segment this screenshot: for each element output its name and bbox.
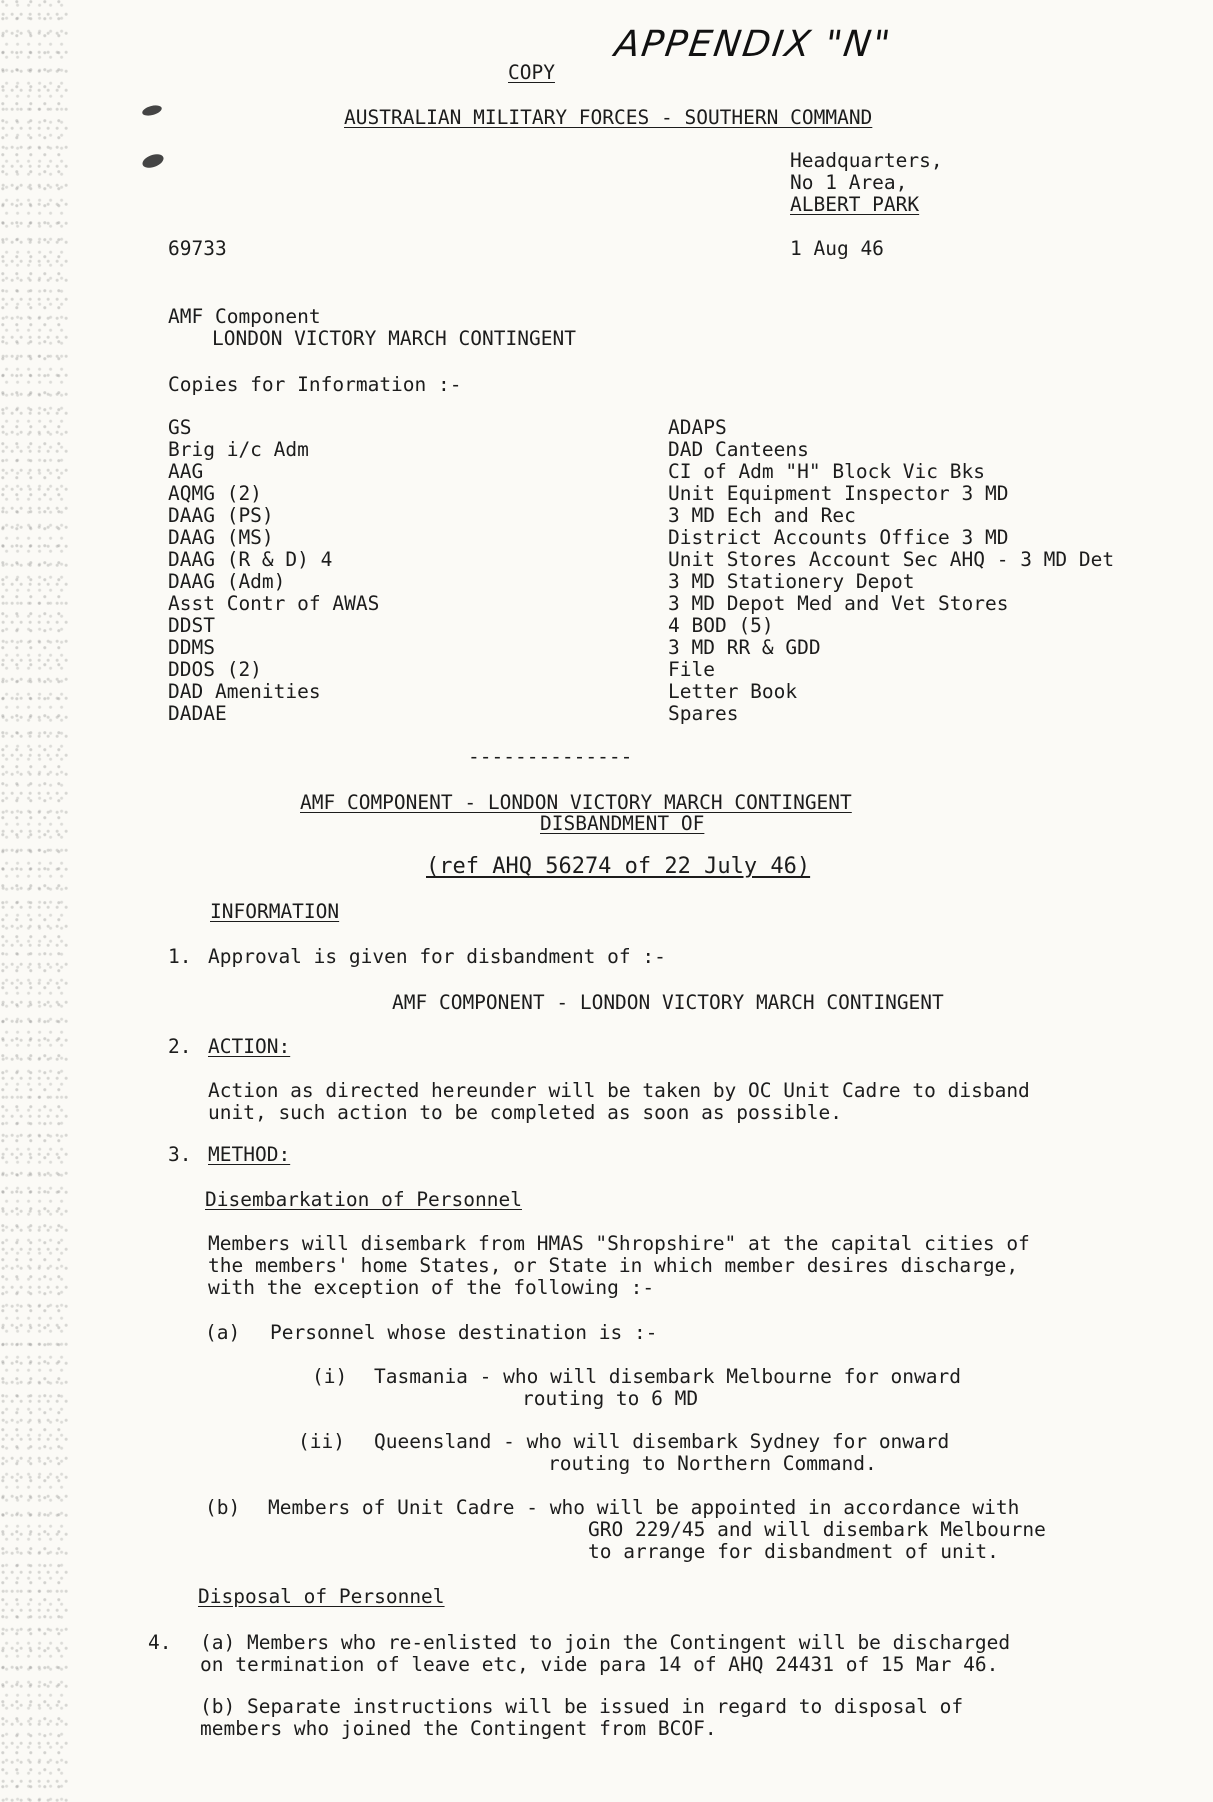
appendix-handwritten: APPENDIX "N"	[612, 24, 895, 65]
copy-recipient: 4 BOD (5)	[668, 614, 774, 637]
copy-recipient: District Accounts Office 3 MD	[668, 526, 1009, 549]
subject-line: DISBANDMENT OF	[540, 812, 705, 835]
queensland-line: routing to Northern Command.	[548, 1452, 877, 1475]
copy-recipient: DDOS (2)	[168, 658, 262, 681]
para1-unit: AMF COMPONENT - LONDON VICTORY MARCH CONTINGENT	[392, 991, 944, 1014]
copy-recipient: 3 MD Stationery Depot	[668, 570, 915, 593]
address-line: Headquarters,	[790, 149, 943, 172]
copy-recipient: 3 MD RR & GDD	[668, 636, 821, 659]
subject-reference-text: (ref AHQ 56274 of 22 July 46)	[426, 854, 811, 879]
unit-cadre-line: Members of Unit Cadre - who will be appointed in accordance with	[268, 1496, 1020, 1519]
para4-a	[200, 1632, 1010, 1676]
address-line: ALBERT PARK	[790, 193, 920, 216]
para2-line: unit, such action to be completed as soon as possible.	[208, 1101, 842, 1124]
document-date: 1 Aug 46	[790, 237, 884, 260]
scan-edge-noise	[0, 0, 70, 1802]
copy-recipient: DAD Canteens	[668, 438, 809, 461]
copy-recipient: DDMS	[168, 636, 215, 659]
para-number: 1.	[168, 945, 192, 968]
copies-list-left	[168, 417, 379, 725]
addressee-line: AMF Component	[168, 305, 321, 328]
unit-cadre-line: to arrange for disbandment of unit.	[588, 1540, 999, 1563]
para3-line: with the exception of the following :-	[208, 1276, 655, 1299]
disposal-heading: Disposal of Personnel	[198, 1585, 445, 1608]
copy-recipient: AAG	[168, 460, 204, 483]
para-number: 3.	[168, 1143, 192, 1166]
copy-recipient: CI of Adm "H" Block Vic Bks	[668, 460, 985, 483]
copies-heading: Copies for Information :-	[168, 373, 462, 396]
para4-line: members who joined the Contingent from BCOF.	[200, 1717, 717, 1740]
separator-line: --------------	[468, 745, 633, 768]
organisation-title: AUSTRALIAN MILITARY FORCES - SOUTHERN COMMAND	[344, 106, 873, 129]
unit-cadre-line: GRO 229/45 and will disembark Melbourne	[588, 1518, 1046, 1541]
copy-recipient: Spares	[668, 702, 739, 725]
tasmania-line: routing to 6 MD	[522, 1387, 699, 1410]
subpara-label: (b)	[205, 1496, 241, 1519]
queensland-line: Queensland - who will disembark Sydney for onward	[374, 1430, 950, 1453]
para4-b	[200, 1696, 963, 1740]
copy-recipient: DDST	[168, 614, 215, 637]
copy-recipient: File	[668, 658, 715, 681]
subject-reference	[426, 856, 810, 878]
copy-recipient: Asst Contr of AWAS	[168, 592, 380, 615]
para4-line: (a) Members who re-enlisted to join the Contingent will be discharged	[200, 1631, 1011, 1654]
copy-recipient: DAD Amenities	[168, 680, 321, 703]
disembarkation-heading: Disembarkation of Personnel	[205, 1188, 522, 1211]
address-block	[790, 150, 943, 216]
copy-recipient: Unit Equipment Inspector 3 MD	[668, 482, 1009, 505]
tasmania-line: Tasmania - who will disembark Melbourne for onward	[374, 1365, 961, 1388]
para2-body	[208, 1080, 1030, 1124]
copy-recipient: DADAE	[168, 702, 227, 725]
copy-recipient: Brig i/c Adm	[168, 438, 309, 461]
para-number: 4.	[148, 1631, 172, 1654]
addressee-line: LONDON VICTORY MARCH CONTINGENT	[212, 327, 576, 350]
copy-recipient: 3 MD Depot Med and Vet Stores	[668, 592, 1009, 615]
copy-recipient: Letter Book	[668, 680, 798, 703]
subpara-label: (a)	[205, 1321, 241, 1344]
copy-label: COPY	[508, 61, 555, 84]
information-heading: INFORMATION	[210, 900, 340, 923]
copy-recipient: DAAG (MS)	[168, 526, 274, 549]
address-line: No 1 Area,	[790, 171, 908, 194]
punch-hole-mark	[141, 152, 166, 171]
copy-recipient: AQMG (2)	[168, 482, 262, 505]
punch-hole-mark	[141, 104, 163, 118]
copy-recipient: Unit Stores Account Sec AHQ - 3 MD Det	[668, 548, 1115, 571]
para2-line: Action as directed hereunder will be taken by OC Unit Cadre to disband	[208, 1079, 1030, 1102]
copy-recipient: DAAG (R & D) 4	[168, 548, 333, 571]
copy-recipient: DAAG (Adm)	[168, 570, 286, 593]
para1-text: Approval is given for disbandment of :-	[208, 945, 666, 968]
copy-recipient: GS	[168, 416, 192, 439]
copy-recipient: 3 MD Ech and Rec	[668, 504, 856, 527]
subject-line: AMF COMPONENT - LONDON VICTORY MARCH CONTINGENT	[300, 791, 852, 814]
subpara-a-text: Personnel whose destination is :-	[270, 1321, 658, 1344]
para3-line: the members' home States, or State in which member desires discharge,	[208, 1254, 1019, 1277]
para3-heading: METHOD:	[208, 1143, 291, 1166]
para4-line: (b) Separate instructions will be issued in regard to disposal of	[200, 1695, 964, 1718]
para2-heading: ACTION:	[208, 1035, 291, 1058]
para3-line: Members will disembark from HMAS "Shropshire" at the capital cities of	[208, 1232, 1030, 1255]
para4-line: on termination of leave etc, vide para 14 of AHQ 24431 of 15 Mar 46.	[200, 1653, 999, 1676]
para-number: 2.	[168, 1035, 192, 1058]
subpara-label: (ii)	[298, 1430, 345, 1453]
file-reference: 69733	[168, 237, 227, 260]
copy-recipient: DAAG (PS)	[168, 504, 274, 527]
para3-body	[208, 1233, 1030, 1299]
subpara-label: (i)	[312, 1365, 348, 1388]
copy-recipient: ADAPS	[668, 416, 727, 439]
copies-list-right	[668, 417, 1114, 725]
